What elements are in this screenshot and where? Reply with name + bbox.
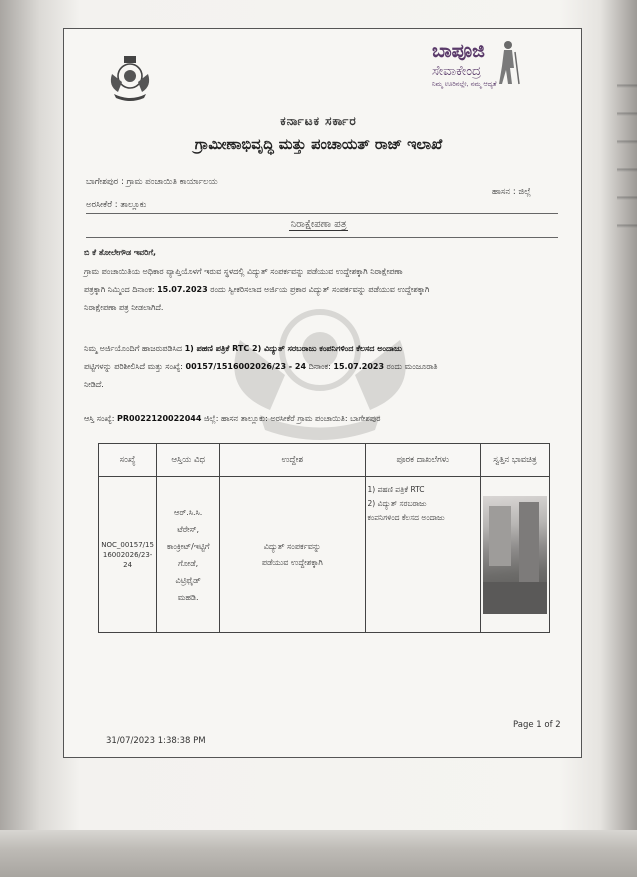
property-id: PR0022120022044 (117, 414, 202, 423)
property-type-line: ಗೋಡೆ, (178, 558, 199, 568)
government-heading: ಕರ್ನಾಟಕ ಸರ್ಕಾರ (280, 114, 357, 128)
sanction-number: 00157/1516002026/23 - 24 (185, 362, 307, 371)
print-timestamp: 31/07/2023 1:38:38 PM (106, 736, 206, 746)
header-supporting-documents: ಪೂರಕ ದಾಖಲೆಗಳು (365, 444, 480, 477)
para1-line1: ಗ್ರಾಮ ಪಂಚಾಯಿತಿಯ ಅಧಿಕಾರ ವ್ಯಾಪ್ತಿಯೊಳಗೆ ಇರುವ ಸ್ಥಳದಲ್ಲಿ ವಿದ್ಯುತ್ ಸಂಪರ್ಕವನ್ನು ಪಡೆಯುವ ಉದ್ದೇಶಕ್ಕಾಗಿ ನಿರಾಕ್ಷೇಪಣಾ (84, 267, 403, 276)
table-header-row (99, 444, 550, 477)
addressee: ಬಿ ಕೆ ತೋಲೇಗೌಡ ಇವರಿಗೆ, (84, 248, 157, 257)
taluk-line: ಅರಸೀಕೆರೆ : ತಾಲ್ಲೂಕು (86, 200, 147, 210)
state-emblem-icon (104, 52, 156, 104)
property-type-line: ಟೆರೇಸ್, (177, 524, 200, 534)
property-type-line: ಕಾಂಕ್ರೀಟ್/ಇಟ್ಟಿಗೆ (166, 541, 210, 551)
page-fold-shadow (0, 830, 637, 877)
para2-line3: ನೀಡಿದೆ. (84, 380, 104, 389)
property-label: ಆಸ್ತಿ ಸಂಖ್ಯೆ: (84, 414, 118, 423)
para2-line2 (84, 358, 554, 376)
header-purpose: ಉದ್ದೇಶ (220, 444, 365, 477)
noc-number: NOC_00157/1516002026/23-24 (99, 477, 157, 633)
application-date: 15.07.2023 (157, 285, 208, 294)
brand-title: ಬಾಪೂಜಿ (432, 40, 485, 62)
property-photo (483, 496, 547, 614)
property-type-line: ವಿಟ್ರಿಫೈಡ್ (175, 575, 201, 585)
sanction-date: 15.07.2023 (333, 362, 385, 371)
page-number: Page 1 of 2 (513, 720, 561, 730)
property-type-line: ಆರ್.ಸಿ.ಸಿ. (174, 507, 203, 517)
brand-tagline: ನಿಮ್ಮ ಊರಿನಲ್ಲೇ, ನಮ್ಮ ಆದ್ಯತೆ (432, 80, 497, 88)
para1-line3: ನಿರಾಕ್ಷೇಪಣಾ ಪತ್ರ ನೀಡಲಾಗಿದೆ. (84, 303, 164, 312)
para2-line1 (84, 340, 554, 358)
property-type-cell (157, 477, 220, 633)
document-item: 1) ಪಹಣಿ ಪತ್ರಿಕೆ RTC (367, 485, 425, 494)
subject-divider (86, 237, 558, 238)
brand-subtitle: ಸೇವಾಕೇಂದ್ರ (432, 64, 481, 79)
property-line (84, 410, 554, 428)
documents-cell (365, 477, 480, 633)
para2-line2-suffix: ರಂದು ಮಂಜೂರಾತಿ (384, 362, 438, 371)
document-item: ಕಂಪನಿಗಳಿಂದ ಕೆಲಸದ ಅಂದಾಜು (367, 513, 445, 522)
paragraph-1 (84, 263, 554, 317)
header-property-photo: ಸ್ವತ್ತಿನ ಭಾವಚಿತ್ರ (480, 444, 549, 477)
noc-details-table (98, 443, 550, 633)
walking-figure-icon (496, 40, 520, 86)
header-property-type: ಆಸ್ತಿಯ ವಿಧ (157, 444, 220, 477)
photo-cell (480, 477, 549, 633)
panchayat-office-line: ಬಾಗೇಶಪುರ : ಗ್ರಾಮ ಪಂಚಾಯಿತಿ ಕಾರ್ಯಾಲಯ (86, 177, 218, 187)
document-item: 2) ವಿದ್ಯುತ್ ಸರಬರಾಜು (367, 499, 427, 508)
table-row (99, 477, 550, 633)
property-type-line: ಮಹಡಿ. (177, 592, 199, 602)
para1-line2-suffix: ರಂದು ಸ್ವೀಕರಿಸಲಾದ ಅರ್ಜಿಯ ಪ್ರಕಾರ ವಿದ್ಯುತ್ ಸಂಪರ್ಕವನ್ನು ಪಡೆಯುವ ಉದ್ದೇಶಕ್ಕಾಗಿ (207, 285, 430, 294)
header-divider (86, 213, 558, 214)
para2-line2-prefix: ಪಟ್ಟಿಗಳನ್ನು ಪರಿಶೀಲಿಸಿದೆ ಮತ್ತು ಸಂಖ್ಯೆ: (84, 362, 186, 371)
paragraph-2 (84, 340, 554, 394)
para2-line2-mid: ದಿನಾಂಕ: (306, 362, 334, 371)
para2-line1-prefix: ನಿಮ್ಮ ಅರ್ಜಿಯೊಂದಿಗೆ ಹಾಜರುಪಡಿಸಿದ (84, 344, 185, 353)
para1-line2-prefix: ಪತ್ರಕ್ಕಾಗಿ ನಿಮ್ಮಿಂದ ದಿನಾಂಕ: (84, 285, 158, 294)
district-line: ಹಾಸನ : ಜಿಲ್ಲೆ (492, 187, 531, 197)
para1-line2 (84, 281, 554, 299)
property-location: ಜಿಲ್ಲೆ: ಹಾಸನ ತಾಲ್ಲೂಕು: ಅರಸೀಕೆರೆ ಗ್ರಾಮ ಪಂಚಾಯಿತಿ: ಬಾಗೇಶಪುರ (201, 414, 381, 423)
subject-title (0, 219, 637, 230)
submitted-documents: 1) ಪಹಣಿ ಪತ್ರಿಕೆ RTC 2) ವಿದ್ಯುತ್ ಸರಬರಾಜು ಕಂಪನಿಗಳಿಂದ ಕೆಲಸದ ಅಂದಾಜು (184, 344, 402, 353)
purpose-cell: ವಿದ್ಯುತ್ ಸಂಪರ್ಕವನ್ನು ಪಡೆಯುವ ಉದ್ದೇಶಕ್ಕಾಗಿ (220, 477, 365, 633)
department-heading: ಗ್ರಾಮೀಣಾಭಿವೃದ್ಧಿ ಮತ್ತು ಪಂಚಾಯತ್ ರಾಜ್ ಇಲಾಖೆ (194, 137, 443, 153)
header-number: ಸಂಖ್ಯೆ (99, 444, 157, 477)
subject-text: ನಿರಾಕ್ಷೇಪಣಾ ಪತ್ರ (290, 219, 347, 230)
